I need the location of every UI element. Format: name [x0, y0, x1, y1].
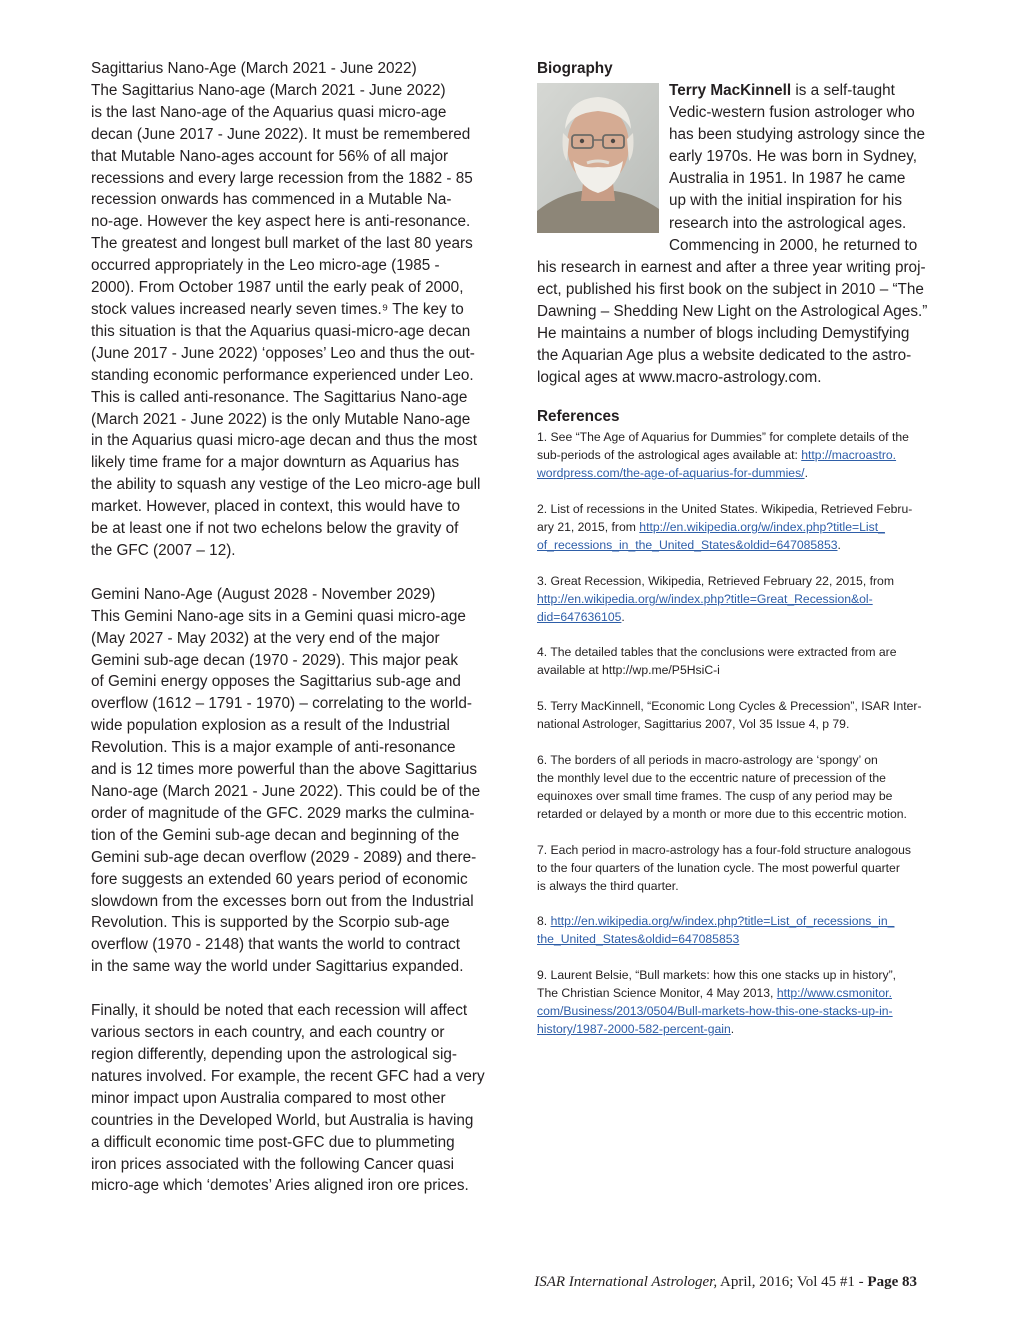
biography-line: logical ages at www.macro-astrology.com.: [537, 369, 822, 387]
article-line: likely time frame for a major downturn as Aquarius has: [91, 454, 460, 472]
reference-text: 8.: [537, 914, 551, 929]
biography-line: the Aquarian Age plus a website dedicated to the astro-: [537, 347, 912, 365]
reference-text: 7. Each period in macro-astrology has a four-fold structure analogous: [537, 842, 911, 857]
author-name: Terry MacKinnell: [669, 82, 792, 99]
article-left-column: [91, 58, 521, 1197]
reference-text: 1. See “The Age of Aquarius for Dummies” for complete details of the: [537, 430, 909, 445]
article-line: recessions and every large recession from the 1882 - 85: [91, 169, 473, 187]
reference-link[interactable]: http://macroastro.: [801, 448, 897, 463]
article-line: Finally, it should be noted that each recession will affect: [91, 1002, 468, 1020]
paragraph-gap: [91, 562, 521, 584]
article-line: of Gemini energy opposes the Sagittarius sub-age and: [91, 673, 461, 691]
article-line: the ability to squash any vestige of the Leo micro-age bull: [91, 476, 481, 494]
reference-text: .: [730, 1021, 735, 1036]
reference-text: retarded or delayed by a month or more due to this eccentric motion.: [537, 806, 907, 821]
reference-text: 3. Great Recession, Wikipedia, Retrieved February 22, 2015, from: [537, 573, 894, 588]
biography-line: Commencing in 2000, he returned to: [669, 236, 918, 254]
reference-text: 9. Laurent Belsie, “Bull markets: how this one stacks up in history”,: [537, 968, 897, 983]
reference-item: [537, 967, 967, 1039]
reference-text: .: [837, 537, 841, 552]
reference-link[interactable]: com/Business/2013/0504/Bull-markets-how-this-one-stacks-up-in-: [537, 1004, 893, 1019]
reference-link[interactable]: the_United_States&oldid=647085853: [537, 932, 740, 947]
reference-text: The Christian Science Monitor, 4 May 2013,: [537, 986, 777, 1001]
biography-line: early 1970s. He was born in Sydney,: [669, 148, 917, 166]
page-footer: [480, 1274, 917, 1291]
article-line: overflow (1970 - 2148) that wants the world to contract: [91, 936, 461, 954]
article-line: that Mutable Nano-ages account for 56% of all major: [91, 147, 449, 165]
reference-text: the monthly level due to the eccentric nature of precession of the: [537, 771, 886, 785]
article-line: The Sagittarius Nano-age (March 2021 - June 2022): [91, 81, 446, 99]
reference-link[interactable]: wordpress.com/the-age-of-aquarius-for-dummies/: [537, 466, 805, 481]
reference-item: [537, 842, 967, 896]
references-heading: References: [537, 408, 620, 426]
reference-link[interactable]: http://en.wikipedia.org/w/index.php?title=List_of_recessions_in_: [550, 914, 895, 929]
reference-link[interactable]: history/1987-2000-582-percent-gain: [537, 1021, 731, 1036]
reference-text: equinoxes over small time frames. The cusp of any period may be: [537, 788, 893, 803]
paragraph-gap: [91, 978, 521, 1000]
reference-link[interactable]: http://www.csmonitor.: [776, 986, 892, 1001]
reference-item: [537, 573, 967, 627]
reference-item: [537, 913, 967, 949]
article-line: in the same way the world under Sagittarius expanded.: [91, 958, 464, 976]
article-line: recession onwards has commenced in a Mutable Na-: [91, 191, 452, 209]
article-line: iron prices associated with the following Cancer quasi: [91, 1155, 455, 1173]
biography-line: his research in earnest and after a three year writing proj-: [537, 258, 926, 276]
article-line: this situation is that the Aquarius quasi-micro-age decan: [91, 322, 471, 340]
article-line: standing economic performance experienced under Leo.: [91, 366, 474, 384]
reference-text: sub-periods of the astrological ages available at:: [537, 448, 802, 463]
article-line: This Gemini Nano-age sits in a Gemini quasi micro-age: [91, 607, 466, 625]
reference-text: is always the third quarter.: [537, 878, 679, 893]
article-paragraph: [91, 584, 521, 978]
article-line: Nano-age (March 2021 - June 2022). This could be of the: [91, 783, 481, 800]
biography-heading: Biography: [537, 60, 613, 77]
article-line: occurred appropriately in the Leo micro-age (1985 -: [91, 257, 440, 275]
biography-line: Dawning – Shedding New Light on the Astrological Ages.”: [537, 302, 928, 320]
author-photo: [537, 83, 659, 233]
article-line: a difficult economic time post-GFC due to plummeting: [91, 1133, 455, 1151]
article-line: Gemini sub-age decan overflow (2029 - 2089) and there-: [91, 848, 477, 866]
biography-line: up with the initial inspiration for his: [669, 192, 902, 210]
biography-line: Australia in 1951. In 1987 he came: [669, 170, 906, 188]
reference-text: to the four quarters of the lunation cycle. The most powerful quarter: [537, 860, 900, 875]
article-line: (March 2021 - June 2022) is the only Mutable Nano-age: [91, 410, 471, 428]
reference-text: 4. The detailed tables that the conclusions were extracted from are: [537, 645, 897, 660]
reference-link[interactable]: http://en.wikipedia.org/w/index.php?title=Great_Recession&ol-: [537, 591, 873, 606]
article-line: overflow (1612 – 1791 - 1970) – correlating to the world-: [91, 695, 472, 713]
article-line: countries in the Developed World, but Australia is having: [91, 1111, 474, 1129]
article-line: is the last Nano-age of the Aquarius quasi micro-age: [91, 103, 447, 121]
article-line: Gemini Nano-Age (August 2028 - November 2029): [91, 585, 436, 603]
reference-text: 5. Terry MacKinnell, “Economic Long Cycles & Precession”, ISAR Inter-: [537, 699, 922, 714]
article-line: stock values increased nearly seven times.⁹ The key to: [91, 300, 464, 318]
article-line: tion of the Gemini sub-age decan and beginning of the: [91, 826, 460, 844]
reference-text: .: [804, 466, 808, 481]
article-line: decan (June 2017 - June 2022). It must be remembered: [91, 125, 471, 143]
article-line: (June 2017 - June 2022) ‘opposes’ Leo and thus the out-: [91, 344, 475, 362]
reference-link[interactable]: http://en.wikipedia.org/w/index.php?title=List_: [639, 519, 885, 534]
biography-line: Vedic-western fusion astrologer who: [669, 104, 915, 122]
article-line: be at least one if not two echelons below the gravity of: [91, 520, 459, 538]
article-line: in the Aquarius quasi micro-age decan and thus the most: [91, 432, 478, 450]
biography-text: [537, 80, 967, 389]
article-right-column: [537, 58, 967, 1057]
article-line: the GFC (2007 – 12).: [91, 541, 236, 559]
article-line: Sagittarius Nano-Age (March 2021 - June 2022): [91, 60, 417, 77]
reference-item: [537, 501, 967, 555]
article-line: various sectors in each country, and each country or: [91, 1024, 445, 1042]
article-line: Revolution. This is a major example of anti-resonance: [91, 739, 456, 757]
reference-text: 6. The borders of all periods in macro-astrology are ‘spongy’ on: [537, 753, 878, 768]
reference-link[interactable]: of_recessions_in_the_United_States&oldid=647085853: [537, 537, 838, 552]
footer-publication: ISAR International Astrologer,: [534, 1274, 718, 1290]
biography-line: has been studying astrology since the: [669, 126, 925, 144]
article-line: no-age. However the key aspect here is anti-resonance.: [91, 213, 471, 231]
article-line: micro-age which ‘demotes’ Aries aligned iron ore prices.: [91, 1177, 469, 1195]
biography-line: is a self-taught: [791, 82, 895, 99]
article-body: [91, 58, 521, 1197]
reference-text: national Astrologer, Sagittarius 2007, Vol 35 Issue 4, p 79.: [537, 717, 850, 732]
article-line: slowdown from the excesses born out from the Industrial: [91, 892, 474, 910]
article-line: 2000). From October 1987 until the early peak of 2000,: [91, 279, 464, 297]
footer-issue: April, 2016; Vol 45 #1 -: [717, 1274, 868, 1290]
biography-line: He maintains a number of blogs including Demystifying: [537, 325, 910, 343]
biography-line: ect, published his first book on the subject in 2010 – “The: [537, 280, 924, 298]
article-line: region differently, depending upon the astrological sig-: [91, 1045, 457, 1063]
article-line: Gemini sub-age decan (1970 - 2029). This major peak: [91, 651, 459, 669]
article-line: The greatest and longest bull market of the last 80 years: [91, 235, 473, 253]
article-paragraph: [91, 1000, 521, 1197]
references-list: [537, 429, 967, 1039]
article-line: market. However, placed in context, this would have to: [91, 498, 461, 516]
article-line: and is 12 times more powerful than the above Sagittarius: [91, 761, 478, 779]
reference-text: ary 21, 2015, from: [537, 519, 640, 534]
article-line: minor impact upon Australia compared to most other: [91, 1089, 446, 1107]
article-line: This is called anti-resonance. The Sagittarius Nano-age: [91, 388, 468, 406]
article-line: natures involved. For example, the recent GFC had a very: [91, 1067, 485, 1085]
reference-item: [537, 698, 967, 734]
article-paragraph: [91, 58, 521, 562]
reference-item: [537, 429, 967, 483]
reference-item: [537, 644, 967, 680]
reference-item: [537, 752, 967, 824]
biography-line: research into the astrological ages.: [669, 214, 907, 232]
reference-text: .: [621, 609, 625, 624]
article-line: order of magnitude of the GFC. 2029 marks the culmina-: [91, 804, 475, 822]
footer-page-number: Page 83: [867, 1274, 917, 1290]
article-line: fore suggests an extended 60 years period of economic: [91, 870, 468, 888]
article-line: Revolution. This is supported by the Scorpio sub-age: [91, 914, 450, 932]
reference-text: 2. List of recessions in the United States. Wikipedia, Retrieved Febru-: [537, 502, 913, 517]
reference-link[interactable]: did=647636105: [537, 609, 622, 624]
article-line: wide population explosion as a result of the Industrial: [91, 717, 450, 735]
reference-text: available at http://wp.me/P5HsiC-i: [537, 663, 720, 678]
article-line: (May 2027 - May 2032) at the very end of the major: [91, 629, 440, 647]
